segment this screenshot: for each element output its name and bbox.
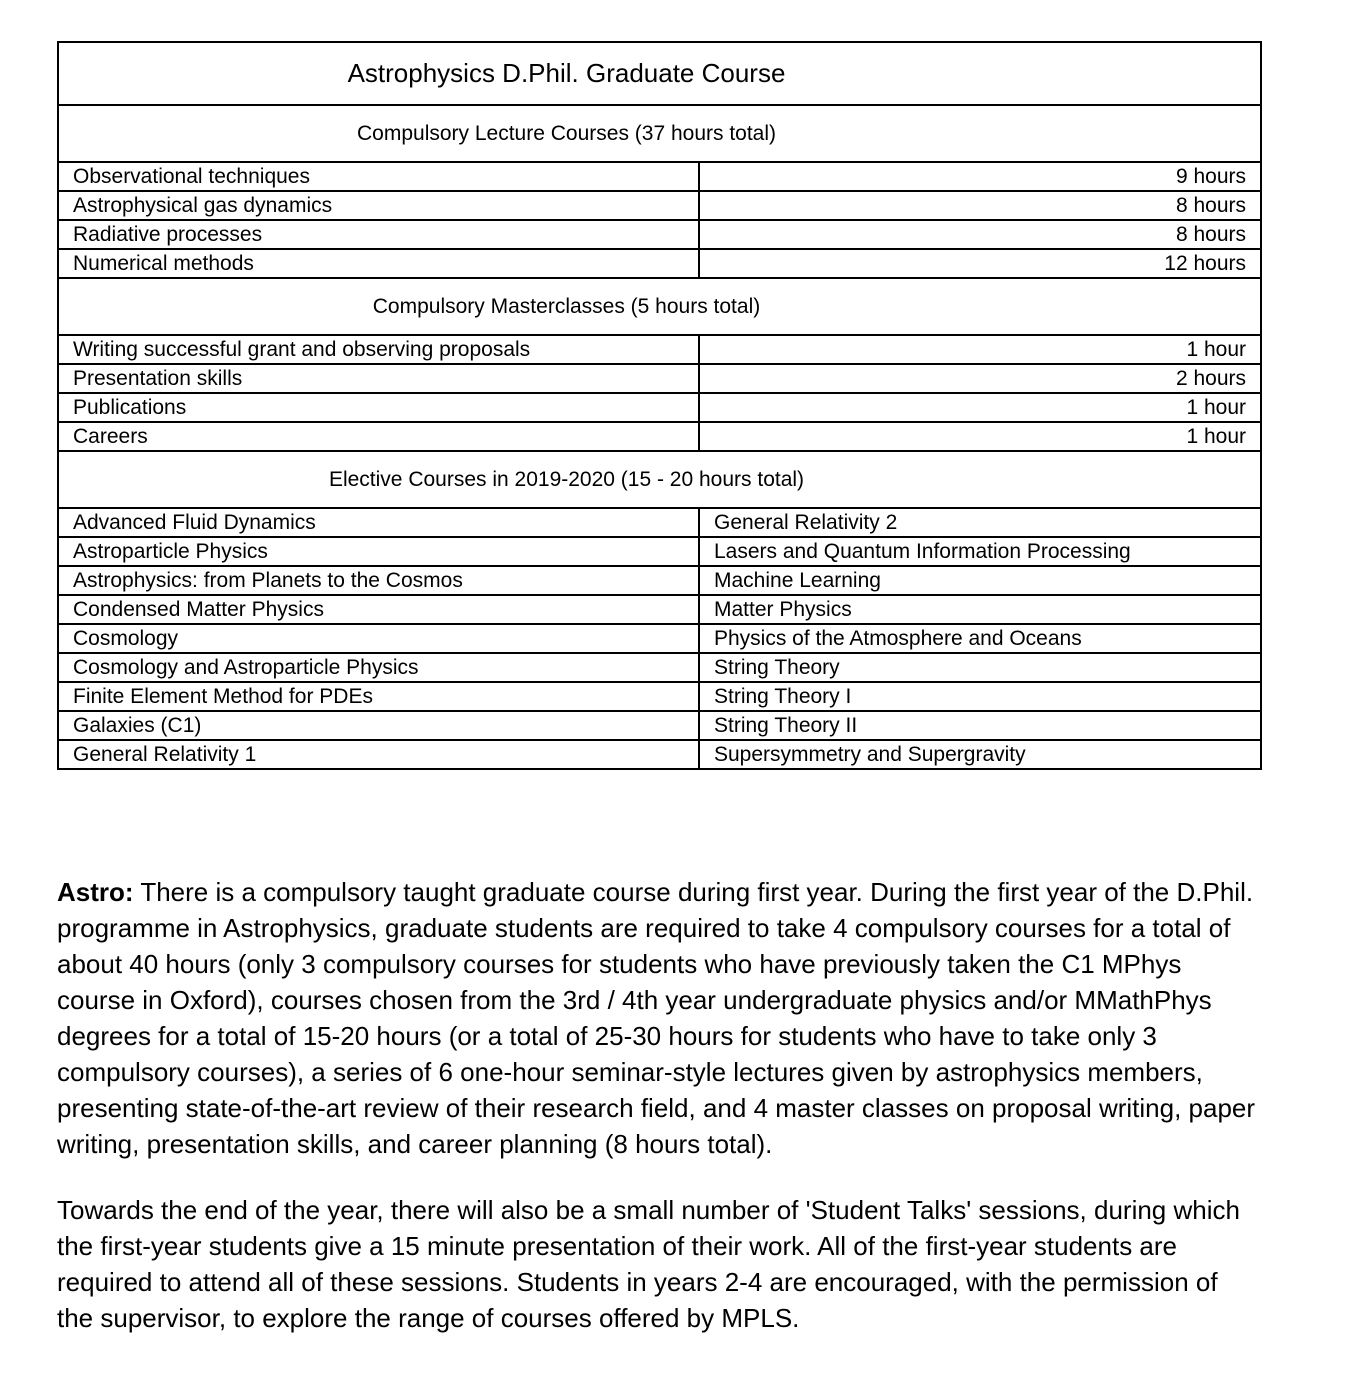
table-row <box>58 191 1261 220</box>
student-talks-paragraph: Towards the end of the year, there will also be a small number of 'Student Talks' sessions, during which the first-year students give a 15 minute presentation of their work. All of the first-year students are required to attend all of these sessions. Students in years 2-4 are encouraged, with the permission of the supervisor, to explore the range of courses offered by MPLS. <box>57 1195 1240 1333</box>
elective-right: Lasers and Quantum Information Processing <box>699 537 1261 566</box>
course-hours: 9 hours <box>699 162 1261 191</box>
course-name: Observational techniques <box>58 162 699 191</box>
astro-paragraph <box>57 874 1257 1162</box>
elective-left: Cosmology and Astroparticle Physics <box>58 653 699 682</box>
table-row <box>58 682 1261 711</box>
elective-right: Machine Learning <box>699 566 1261 595</box>
masterclass-hours: 1 hour <box>699 422 1261 451</box>
section-heading-lectures: Compulsory Lecture Courses (37 hours total) <box>58 105 1261 162</box>
table-row <box>58 249 1261 278</box>
masterclass-hours: 1 hour <box>699 393 1261 422</box>
masterclass-hours: 2 hours <box>699 364 1261 393</box>
course-hours: 12 hours <box>699 249 1261 278</box>
section-heading-electives: Elective Courses in 2019-2020 (15 - 20 hours total) <box>58 451 1261 508</box>
elective-left: Galaxies (C1) <box>58 711 699 740</box>
table-row <box>58 566 1261 595</box>
elective-right: String Theory II <box>699 711 1261 740</box>
table-row <box>58 711 1261 740</box>
elective-right: String Theory I <box>699 682 1261 711</box>
elective-right: String Theory <box>699 653 1261 682</box>
elective-right: Physics of the Atmosphere and Oceans <box>699 624 1261 653</box>
course-hours: 8 hours <box>699 191 1261 220</box>
table-row <box>58 508 1261 537</box>
elective-left: General Relativity 1 <box>58 740 699 769</box>
table-row <box>58 393 1261 422</box>
table-row <box>58 162 1261 191</box>
elective-left: Condensed Matter Physics <box>58 595 699 624</box>
course-hours: 8 hours <box>699 220 1261 249</box>
table-row <box>58 220 1261 249</box>
masterclass-name: Presentation skills <box>58 364 699 393</box>
masterclass-name: Careers <box>58 422 699 451</box>
elective-left: Cosmology <box>58 624 699 653</box>
table-row <box>58 740 1261 769</box>
elective-right: Matter Physics <box>699 595 1261 624</box>
table-title: Astrophysics D.Phil. Graduate Course <box>58 42 1261 105</box>
table-row <box>58 335 1261 364</box>
elective-right: General Relativity 2 <box>699 508 1261 537</box>
elective-left: Advanced Fluid Dynamics <box>58 508 699 537</box>
course-name: Radiative processes <box>58 220 699 249</box>
section-heading-masterclasses: Compulsory Masterclasses (5 hours total) <box>58 278 1261 335</box>
table-row <box>58 595 1261 624</box>
masterclass-name: Publications <box>58 393 699 422</box>
table-row <box>58 422 1261 451</box>
astro-lead: Astro: <box>57 877 134 907</box>
course-name: Numerical methods <box>58 249 699 278</box>
masterclass-hours: 1 hour <box>699 335 1261 364</box>
elective-right: Supersymmetry and Supergravity <box>699 740 1261 769</box>
elective-left: Astroparticle Physics <box>58 537 699 566</box>
table-row <box>58 364 1261 393</box>
table-row <box>58 624 1261 653</box>
table-row <box>58 653 1261 682</box>
table-row <box>58 537 1261 566</box>
course-table <box>57 41 1262 770</box>
elective-left: Finite Element Method for PDEs <box>58 682 699 711</box>
astro-paragraph-text: There is a compulsory taught graduate course during first year. During the first year of the D.Phil. programme in Astrophysics, graduate students are required to take 4 compulsory courses for a total of about 40 hours (only 3 compulsory courses for students who have previously taken the C1 MPhys course in Oxford), courses chosen from the 3rd / 4th year undergraduate physics and/or MMathPhys degrees for a total of 15-20 hours (or a total of 25-30 hours for students who have to take only 3 compulsory courses), a series of 6 one-hour seminar-style lectures given by astrophysics members, presenting state-of-the-art review of their research field, and 4 master classes on proposal writing, paper writing, presentation skills, and career planning (8 hours total). <box>57 877 1256 1159</box>
elective-left: Astrophysics: from Planets to the Cosmos <box>58 566 699 595</box>
masterclass-name: Writing successful grant and observing proposals <box>58 335 699 364</box>
course-name: Astrophysical gas dynamics <box>58 191 699 220</box>
